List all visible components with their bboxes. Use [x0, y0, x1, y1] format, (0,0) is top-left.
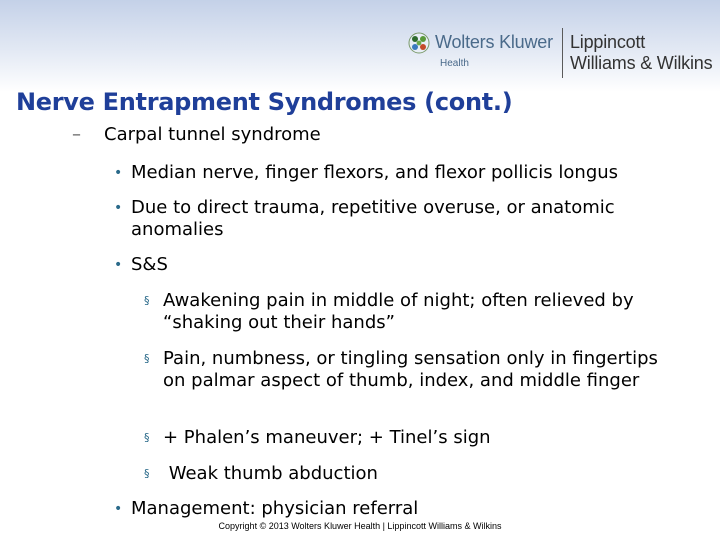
logo-divider [562, 28, 563, 78]
lippincott-name: Lippincott [570, 32, 646, 52]
bullet-marker: • [114, 257, 123, 273]
subbullet-night-pain [144, 290, 683, 334]
subbullet-weak-abduction [144, 463, 683, 485]
square-bullet-marker: § [144, 352, 150, 365]
bullet-marker: • [114, 200, 123, 216]
dash-marker: – [72, 124, 81, 145]
health-label: Health [440, 58, 469, 69]
square-bullet-marker: § [144, 431, 150, 444]
subbullet-text: Awakening pain in middle of night; often relieved by “shaking out their hands” [163, 290, 634, 333]
square-bullet-marker: § [144, 294, 150, 307]
bullet-signs-symptoms [114, 254, 691, 276]
bullet-text: S&S [131, 254, 168, 275]
list-item-text: Carpal tunnel syndrome [104, 124, 321, 145]
williams-wilkins-name: Williams & Wilkins [570, 53, 713, 73]
square-bullet-marker: § [144, 467, 150, 480]
slide-title: Nerve Entrapment Syndromes (cont.) [16, 88, 513, 116]
subbullet-phalen-tinel [144, 427, 683, 449]
bullet-management [114, 498, 691, 520]
subbullet-text: Weak thumb abduction [163, 463, 378, 484]
subbullet-fingertip-sensation [144, 348, 683, 392]
list-item-carpal-tunnel [72, 124, 321, 146]
bullet-text: Due to direct trauma, repetitive overuse, or anatomic anomalies [131, 197, 615, 240]
bullet-marker: • [114, 501, 123, 517]
bullet-marker: • [114, 165, 123, 181]
copyright-footer: Copyright © 2013 Wolters Kluwer Health | Lippincott Williams & Wilkins [218, 521, 502, 531]
wolters-kluwer-name: Wolters Kluwer [435, 32, 553, 52]
bullet-text: Management: physician referral [131, 498, 419, 519]
wolters-kluwer-logo-icon [408, 32, 430, 54]
bullet-text: Median nerve, finger flexors, and flexor pollicis longus [131, 162, 619, 183]
bullet-causes [114, 197, 691, 241]
bullet-median-nerve [114, 162, 691, 184]
subbullet-text: Pain, numbness, or tingling sensation only in fingertips on palmar aspect of thumb, index, and middle finger [163, 348, 658, 391]
subbullet-text: + Phalen’s maneuver; + Tinel’s sign [163, 427, 491, 448]
